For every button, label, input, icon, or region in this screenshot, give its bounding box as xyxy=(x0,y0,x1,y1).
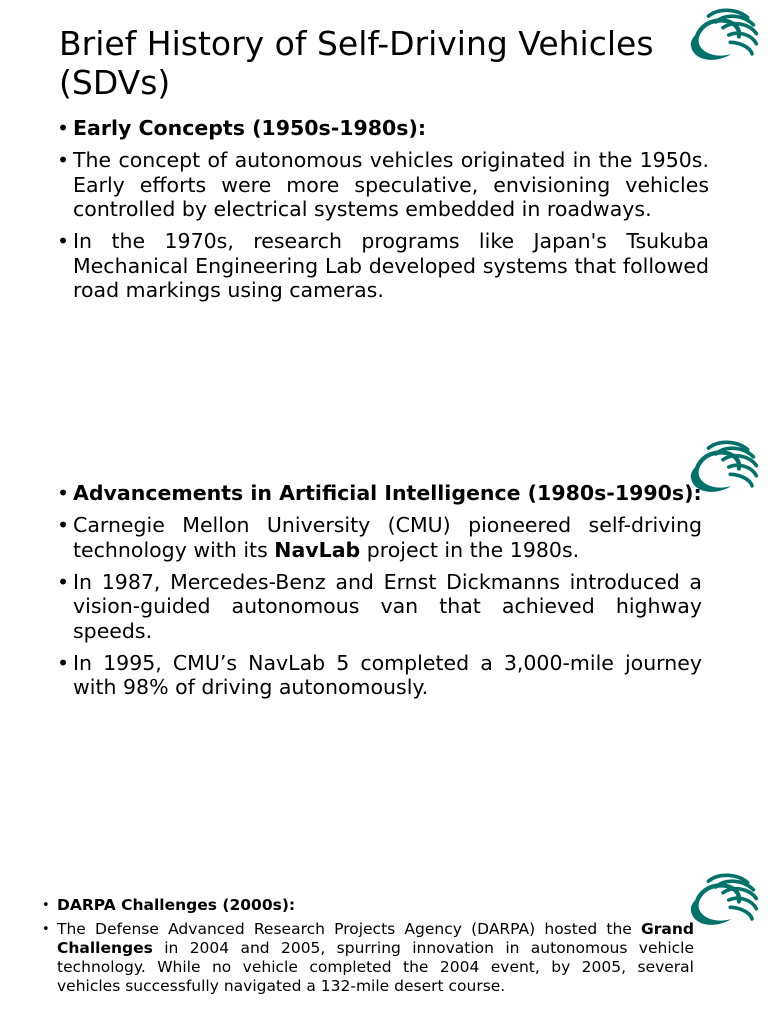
list-item xyxy=(57,116,709,141)
bullet-icon: • xyxy=(42,922,50,937)
section-early-concepts xyxy=(57,116,709,310)
bullet-icon: • xyxy=(57,229,70,253)
list-item xyxy=(57,481,702,506)
bullet-text: Carnegie Mellon University (CMU) pioneered self-driving technology with its NavLab project in the 1980s. xyxy=(73,513,702,562)
bullet-icon: • xyxy=(57,513,70,537)
bullet-text: In 1987, Mercedes-Benz and Ernst Dickmanns introduced a vision-guided autonomous van that achieved highway speeds. xyxy=(73,569,702,643)
list-item xyxy=(57,148,709,222)
page-title: Brief History of Self-Driving Vehicles (SDVs) xyxy=(59,24,654,102)
section-heading: Early Concepts (1950s-1980s): xyxy=(73,116,427,140)
bullet-icon: • xyxy=(57,569,70,594)
list-item xyxy=(57,650,702,700)
bullet-text: The concept of autonomous vehicles originated in the 1950s. Early efforts were more speculative, envisioning vehicles controlled by electrical systems embedded in roadways. xyxy=(73,148,709,221)
list-item xyxy=(57,569,702,644)
list-item xyxy=(42,920,694,996)
bullet-text: In the 1970s, research programs like Japan's Tsukuba Mechanical Engineering Lab developed systems that followed road markings using cameras. xyxy=(73,229,709,302)
bullet-icon: • xyxy=(57,148,70,172)
bullet-icon: • xyxy=(57,650,70,675)
swirl-logo-icon xyxy=(686,871,760,929)
section-ai-advancements xyxy=(57,481,702,707)
section-darpa-challenges xyxy=(42,896,694,1001)
bullet-text: In 1995, CMU’s NavLab 5 completed a 3,000-mile journey with 98% of driving autonomously. xyxy=(73,650,702,699)
bullet-icon: • xyxy=(57,481,70,505)
list-item xyxy=(57,513,702,562)
bullet-icon: • xyxy=(57,116,70,140)
bullet-icon: • xyxy=(42,898,50,913)
section-heading: DARPA Challenges (2000s): xyxy=(57,896,296,914)
list-item xyxy=(57,229,709,303)
section-heading: Advancements in Artificial Intelligence (1980s-1990s): xyxy=(73,481,702,505)
list-item xyxy=(42,896,694,915)
bullet-text: The Defense Advanced Research Projects Agency (DARPA) hosted the Grand Challenges in 2004 and 2005, spurring innovation in autonomous vehicle technology. While no vehicle completed the 2004 event, by 2005, several vehicles successfully navigated a 132-mile desert course. xyxy=(57,920,694,995)
